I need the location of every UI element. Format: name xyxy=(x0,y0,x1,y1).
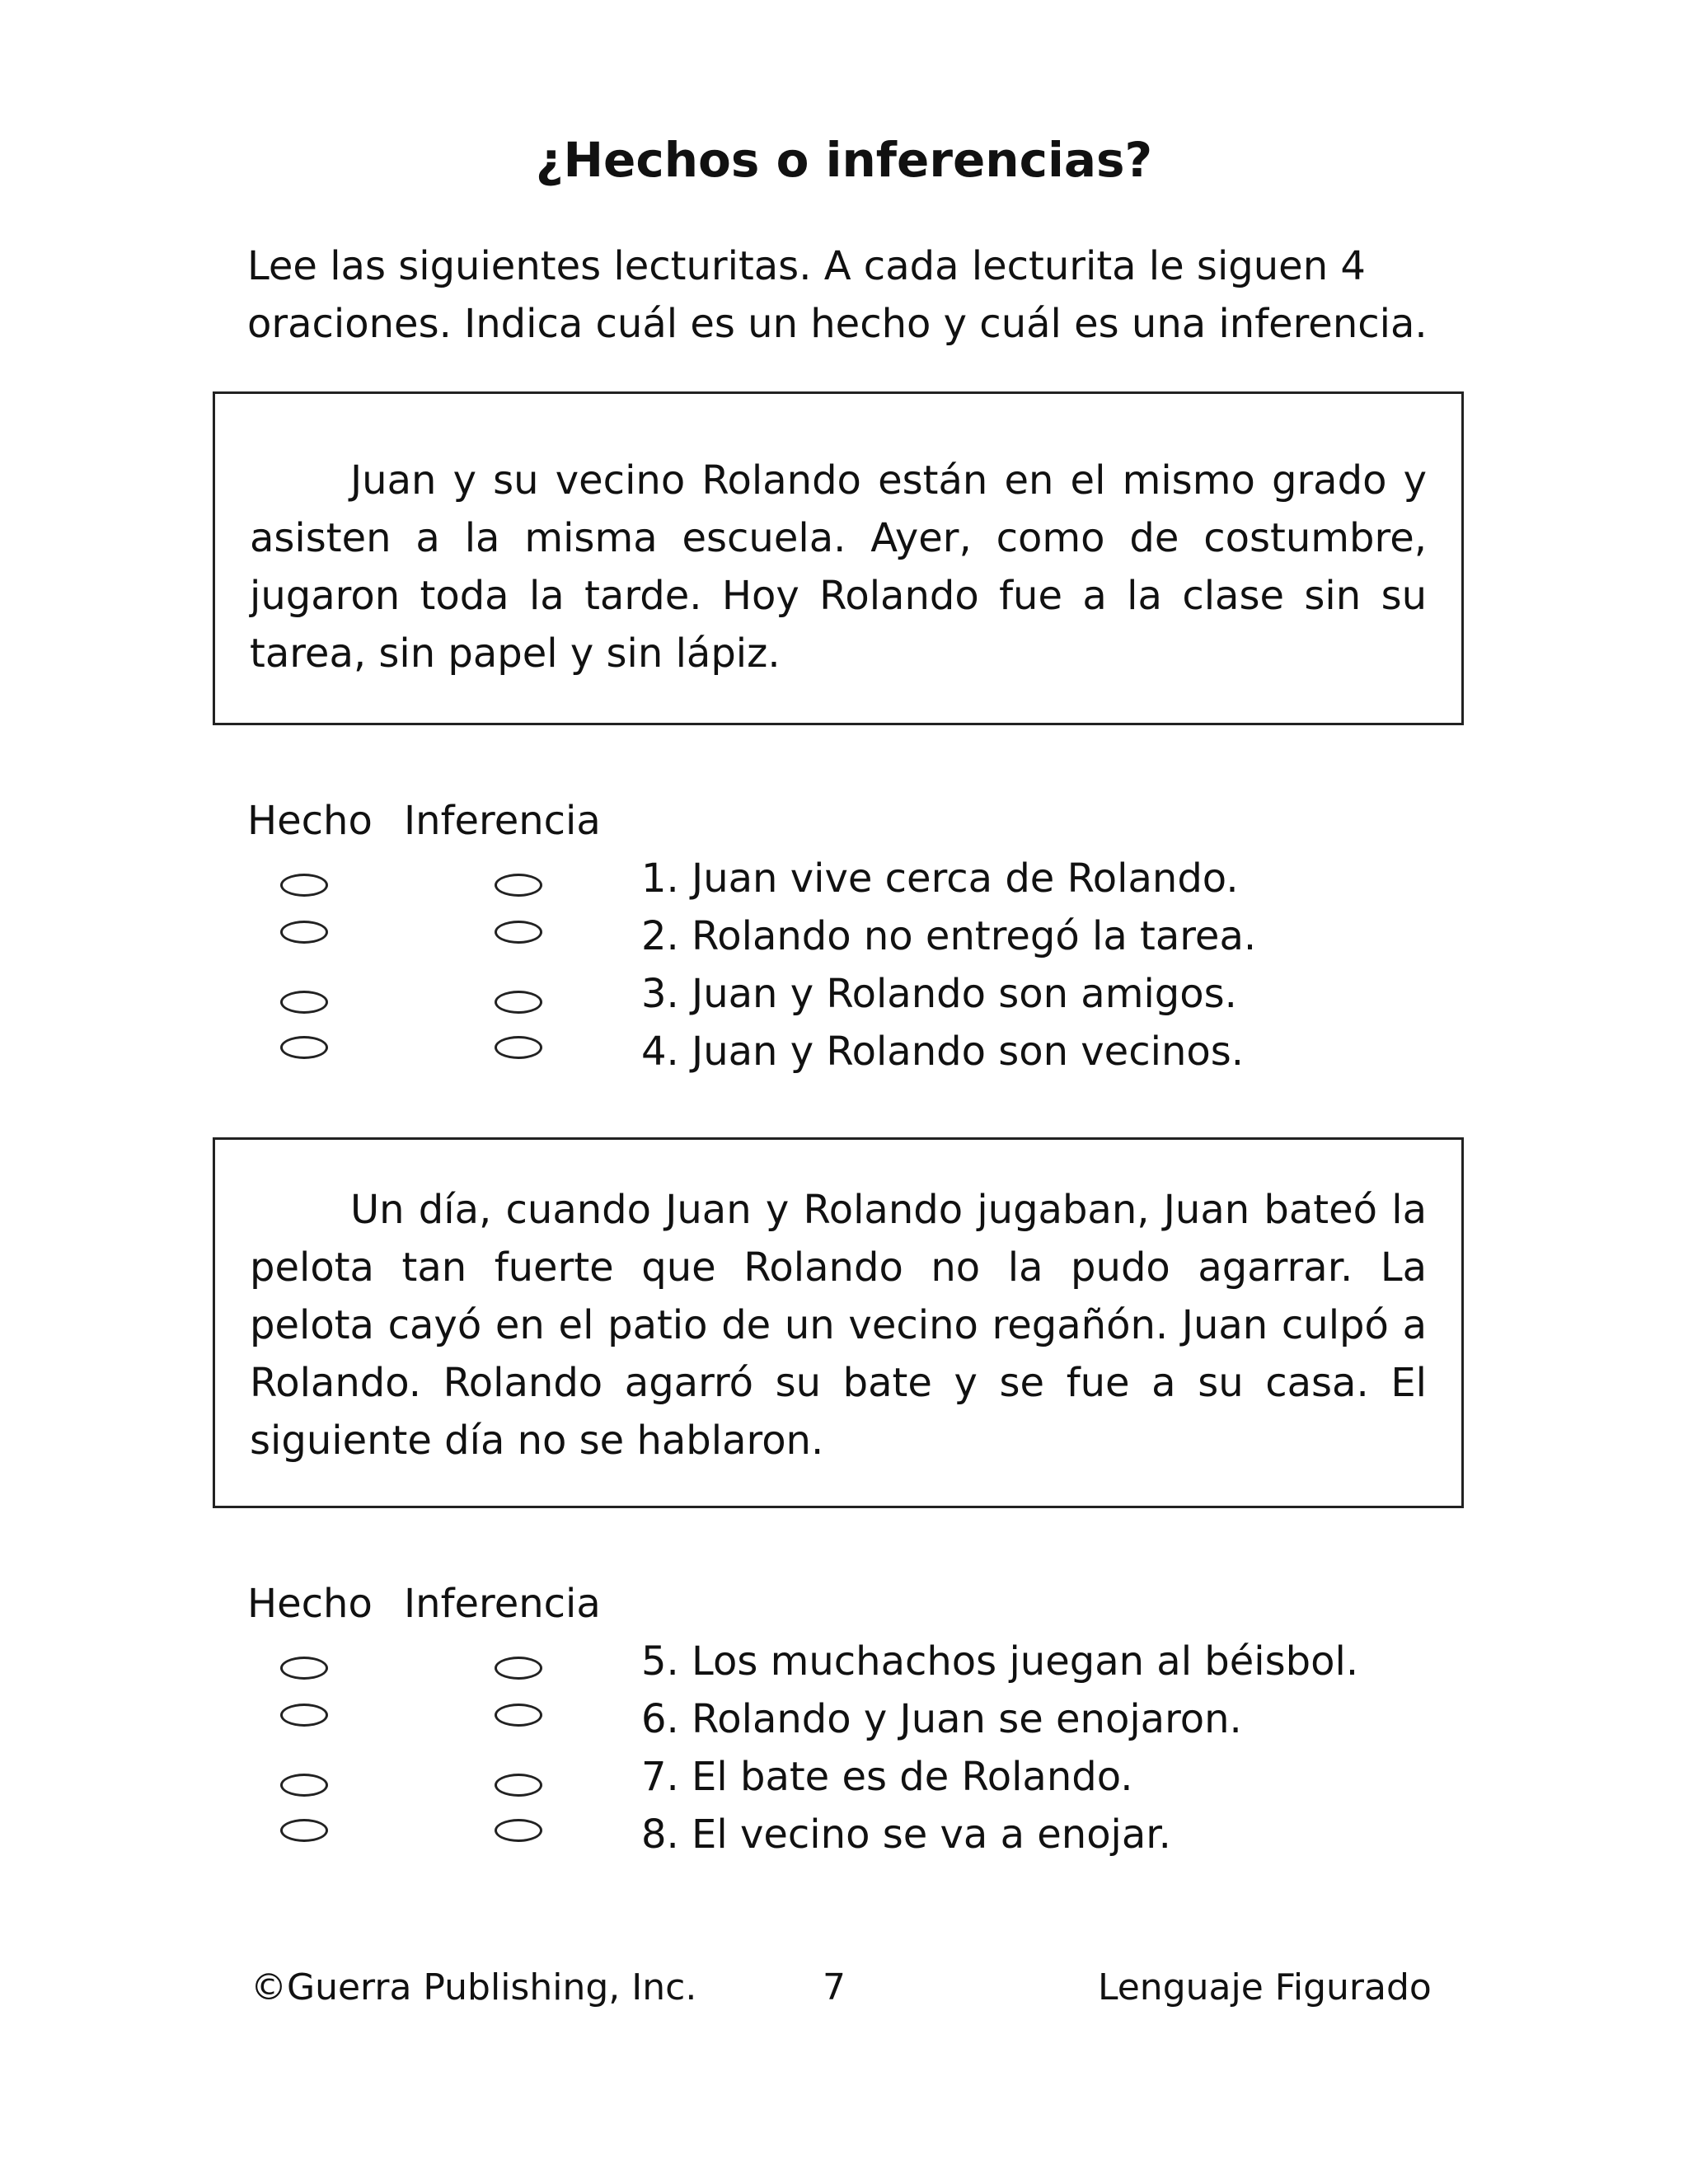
story-text-2: Un día, cuando Juan y Rolando jugaban, Juan bateó la pelota tan fuerte que Rolando no la pudo agarrar. La pelota cayó en el patio de un vecino regañón. Juan culpó a Rolando. Rolando agarró su bate y se fue a su casa. El siguiente día no se hablaron. xyxy=(250,1187,1427,1464)
story-box-2 xyxy=(213,1137,1464,1508)
question-8: 8. El vecino se va a enojar. xyxy=(641,1811,1171,1858)
question-1: 1. Juan vive cerca de Rolando. xyxy=(641,855,1239,902)
header-fact-1: Hecho xyxy=(247,798,373,844)
question-5: 5. Los muchachos juegan al béisbol. xyxy=(641,1638,1359,1685)
question-6: 6. Rolando y Juan se enojaron. xyxy=(641,1696,1242,1742)
inference-bubble-q8[interactable] xyxy=(495,1819,542,1842)
fact-bubble-q2[interactable] xyxy=(280,921,328,944)
inference-bubble-q1[interactable] xyxy=(495,874,542,897)
story-box-1 xyxy=(213,391,1464,725)
inference-bubble-q4[interactable] xyxy=(495,1036,542,1059)
footer-book-title: Lenguaje Figurado xyxy=(1098,1966,1432,2008)
inference-bubble-q6[interactable] xyxy=(495,1704,542,1727)
header-inference-2: Inferencia xyxy=(404,1581,601,1627)
instructions xyxy=(247,237,1451,353)
header-inference-1: Inferencia xyxy=(404,798,601,844)
story-text-1: Juan y su vecino Rolando están en el mismo grado y asisten a la misma escuela. Ayer, como de costumbre, jugaron toda la tarde. Hoy Rolando fue a la clase sin su tarea, sin papel y sin lápiz. xyxy=(250,457,1427,677)
question-7: 7. El bate es de Rolando. xyxy=(641,1754,1133,1800)
question-3: 3. Juan y Rolando son amigos. xyxy=(641,971,1237,1017)
footer-publisher: ©Guerra Publishing, Inc. xyxy=(251,1966,697,2008)
inference-bubble-q5[interactable] xyxy=(495,1657,542,1680)
fact-bubble-q5[interactable] xyxy=(280,1657,328,1680)
inference-bubble-q3[interactable] xyxy=(495,991,542,1014)
fact-bubble-q7[interactable] xyxy=(280,1774,328,1797)
page-title: ¿Hechos o inferencias? xyxy=(535,132,1153,188)
fact-bubble-q6[interactable] xyxy=(280,1704,328,1727)
footer-page-number: 7 xyxy=(823,1966,846,2008)
fact-bubble-q8[interactable] xyxy=(280,1819,328,1842)
header-fact-2: Hecho xyxy=(247,1581,373,1627)
fact-bubble-q4[interactable] xyxy=(280,1036,328,1059)
inference-bubble-q7[interactable] xyxy=(495,1774,542,1797)
inference-bubble-q2[interactable] xyxy=(495,921,542,944)
instructions-line-2: oraciones. Indica cuál es un hecho y cuál es una inferencia. xyxy=(247,301,1428,347)
question-4: 4. Juan y Rolando son vecinos. xyxy=(641,1029,1244,1075)
question-2: 2. Rolando no entregó la tarea. xyxy=(641,913,1257,959)
fact-bubble-q3[interactable] xyxy=(280,991,328,1014)
fact-bubble-q1[interactable] xyxy=(280,874,328,897)
instructions-line-1: Lee las siguientes lecturitas. A cada lecturita le siguen 4 xyxy=(247,243,1366,289)
